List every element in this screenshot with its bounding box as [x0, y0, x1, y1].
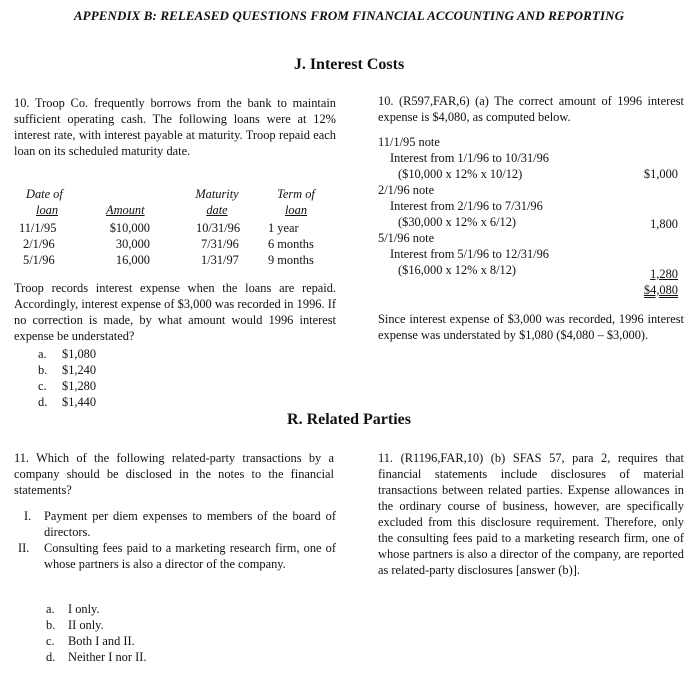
interest-period: Interest from 5/1/96 to 12/31/96: [390, 247, 549, 261]
table-row-maturity: 1/31/97: [201, 253, 239, 267]
table-row-term: 1 year: [268, 221, 299, 235]
header-date-2: loan: [36, 203, 59, 217]
section-title-interest-costs: J. Interest Costs: [293, 56, 405, 73]
table-row-amount: $10,000: [109, 221, 150, 235]
interest-amount: $1,000: [643, 167, 678, 181]
loan-table: [14, 186, 336, 270]
option-b: b. II only.: [46, 618, 104, 632]
answer-11-text: 11. (R1196,FAR,10) (b) SFAS 57, para 2, requires that financial statements include disclosures of material transactions between related parties. Expense allowances in the ordinary course of business, however, are specifically excluded from this disclosure requirement. Therefore, only the consulting fees paid to a marketing research firm, one of whose partners is also a director of the company, are reported as related-party disclosures [answer (b)].: [378, 451, 684, 577]
interest-period: Interest from 1/1/96 to 10/31/96: [390, 151, 549, 165]
header-term-1: Term of: [277, 187, 315, 201]
interest-total: $4,080: [643, 283, 678, 297]
answer-10-intro: 10. (R597,FAR,6) (a) The correct amount of 1996 interest expense is $4,080, as computed below.: [378, 94, 684, 124]
list-item: II. Consulting fees paid to a marketing research firm, one of whose partners is also a director of the company.: [18, 541, 336, 571]
question-10-text-2: Troop records interest expense when the loans are repaid. Accordingly, interest expense of $3,000 was recorded in 1996. If no correction is made, by what amount would 1996 interest expense be understated?: [14, 281, 336, 343]
question-11-items: [18, 508, 336, 572]
question-11-options: [46, 601, 146, 665]
interest-period: Interest from 2/1/96 to 7/31/96: [390, 199, 543, 213]
interest-calc: ($30,000 x 12% x 6/12): [398, 215, 517, 229]
section-title-related-parties: R. Related Parties: [287, 411, 411, 428]
note-heading: 5/1/96 note: [378, 231, 435, 245]
table-row-amount: 16,000: [115, 253, 150, 267]
question-10-options: [38, 346, 96, 410]
header-amount: Amount: [106, 203, 145, 217]
option-b: b. $1,240: [38, 363, 97, 377]
table-row-term: 6 months: [268, 237, 314, 251]
table-row-date: 5/1/96: [23, 253, 55, 267]
table-row-date: 11/1/95: [19, 221, 57, 235]
appendix-title: APPENDIX B: RELEASED QUESTIONS FROM FINANCIAL ACCOUNTING AND REPORTING: [73, 8, 625, 23]
table-row-term: 9 months: [268, 253, 314, 267]
option-a: a. I only.: [46, 602, 100, 616]
option-c: c. Both I and II.: [46, 634, 135, 648]
table-row-maturity: 7/31/96: [201, 237, 239, 251]
answer-10-computation: [378, 134, 684, 302]
header-term-2: loan: [284, 203, 308, 217]
table-row-date: 2/1/96: [23, 237, 55, 251]
question-11-text: 11. Which of the following related-party transactions by a company should be disclosed in the notes to the financial statements?: [14, 451, 334, 497]
interest-calc: ($10,000 x 12% x 10/12): [398, 167, 523, 181]
option-c: c. $1,280: [38, 379, 97, 393]
option-d: d. Neither I nor II.: [46, 650, 147, 664]
interest-amount: 1,800: [650, 217, 678, 231]
option-a: a. $1,080: [38, 347, 97, 361]
note-heading: 2/1/96 note: [378, 183, 435, 197]
table-row-amount: 30,000: [115, 237, 150, 251]
interest-calc: ($16,000 x 12% x 8/12): [398, 263, 517, 277]
header-maturity-2: date: [206, 203, 228, 217]
option-d: d. $1,440: [38, 395, 97, 409]
answer-10-conclusion: Since interest expense of $3,000 was recorded, 1996 interest expense was understated by $1,080 ($4,080 – $3,000).: [378, 312, 684, 342]
list-item: I. Payment per diem expenses to members of the board of directors.: [24, 509, 336, 539]
header-date-1: Date of: [26, 187, 63, 201]
interest-amount: 1,280: [650, 267, 678, 281]
header-maturity-1: Maturity: [195, 187, 239, 201]
question-10-text: 10. Troop Co. frequently borrows from the bank to maintain sufficient operating cash. The following loans were at 12% interest rate, with interest payable at maturity. Troop repaid each loan on its scheduled maturity date.: [14, 96, 336, 158]
table-row-maturity: 10/31/96: [196, 221, 241, 235]
note-heading: 11/1/95 note: [378, 135, 440, 149]
